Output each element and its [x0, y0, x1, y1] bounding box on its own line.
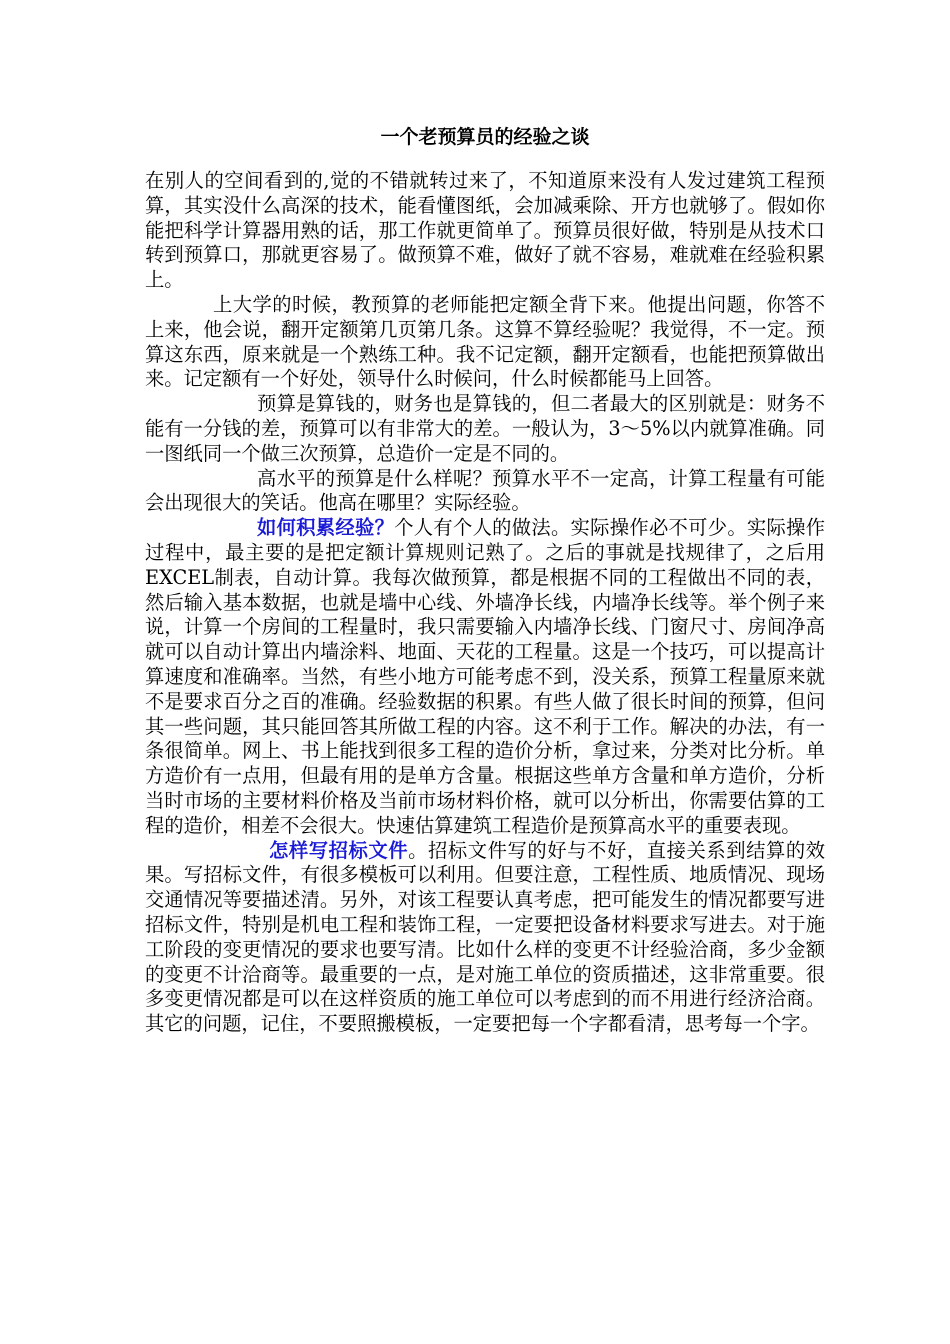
paragraph-teacher: [145, 293, 825, 392]
paragraph-text: 高水平的预算是什么样呢？预算水平不一定高，计算工程量有可能会出现很大的笑话。他高在哪里？实际经验。: [145, 466, 825, 515]
paragraph-tender: [145, 839, 825, 1037]
paragraph-text: 上大学的时候，教预算的老师能把定额全背下来。他提出问题，你答不上来，他会说，翻开定额第几页第几条。这算不算经验呢？我觉得，不一定。预算这东西，原来就是一个熟练工种。我不记定额，翻开定额看，也能把预算做出来。记定额有一个好处，领导什么时候问，什么时候都能马上回答。: [145, 292, 825, 391]
paragraph-finance: [145, 392, 825, 466]
paragraph-text: 个人有个人的做法。实际操作必不可少。实际操作过程中，最主要的是把定额计算规则记熟了。之后的事就是找规律了，之后用EXCEL制表，自动计算。我每次做预算，都是根据不同的工程做出不同的表，然后输入基本数据，也就是墙中心线、外墙净长线，内墙净长线等。举个例子来说，计算一个房间的工程量时，我只需要输入内墙净长线、门窗尺寸、房间净高就可以自动计算出内墙涂料、地面、天花的工程量。这是一个技巧，可以提高计算速度和准确率。当然，有些小地方可能考虑不到，没关系，预算工程量原来就不是要求百分之百的准确。经验数据的积累。有些人做了很长时间的预算，但问其一些问题，其只能回答其所做工程的内容。这不利于工作。解决的办法，有一条很简单。网上、书上能找到很多工程的造价分析，拿过来，分类对比分析。单方造价有一点用，但最有用的是单方含量。根据这些单方含量和单方造价，分析当时市场的主要材料价格及当前市场材料价格，就可以分析出，你需要估算的工程的造价，相差不会很大。快速估算建筑工程造价是预算高水平的重要表现。: [145, 516, 826, 837]
paragraph-text: 预算是算钱的，财务也是算钱的，但二者最大的区别就是：财务不能有一分钱的差，预算可以有非常大的差。一般认为，3～5%以内就算准确。同一图纸同一个做三次预算，总造价一定是不同的。: [145, 392, 825, 465]
paragraph-intro: [145, 169, 825, 293]
paragraph-text: 。招标文件写的好与不好，直接关系到结算的效果。写招标文件，有很多模板可以利用。但要注意，工程性质、地质情况、现场交通情况等要描述清。另外，对该工程要认真考虑，把可能发生的情况都要写进招标文件，特别是机电工程和装饰工程，一定要把设备材料要求写进去。对于施工阶段的变更情况的要求也要写清。比如什么样的变更不计经验洽商，多少金额的变更不计洽商等。最重要的一点，是对施工单位的资质描述，这非常重要。很多变更情况都是可以在这样资质的施工单位可以考虑到的而不用进行经济洽商。其它的问题，记住，不要照搬模板，一定要把每一个字都看清，思考每一个字。: [145, 838, 826, 1036]
document-body: [145, 169, 825, 1037]
document-title: 一个老预算员的经验之谈: [380, 126, 590, 148]
paragraph-experience: [145, 516, 825, 838]
paragraph-text: 在别人的空间看到的,觉的不错就转过来了，不知道原来没有人发过建筑工程预算，其实没什么高深的技术，能看懂图纸，会加减乘除、开方也就够了。假如你能把科学计算器用熟的话，那工作就更简单了。预算员很好做，特别是从技术口转到预算口，那就更容易了。做预算不难，做好了就不容易，难就难在经验积累上。: [145, 169, 825, 292]
paragraph-high-level: [145, 467, 825, 517]
section-heading-tender: 怎样写招标文件: [269, 838, 409, 862]
section-heading-experience: 如何积累经验？: [257, 516, 395, 540]
